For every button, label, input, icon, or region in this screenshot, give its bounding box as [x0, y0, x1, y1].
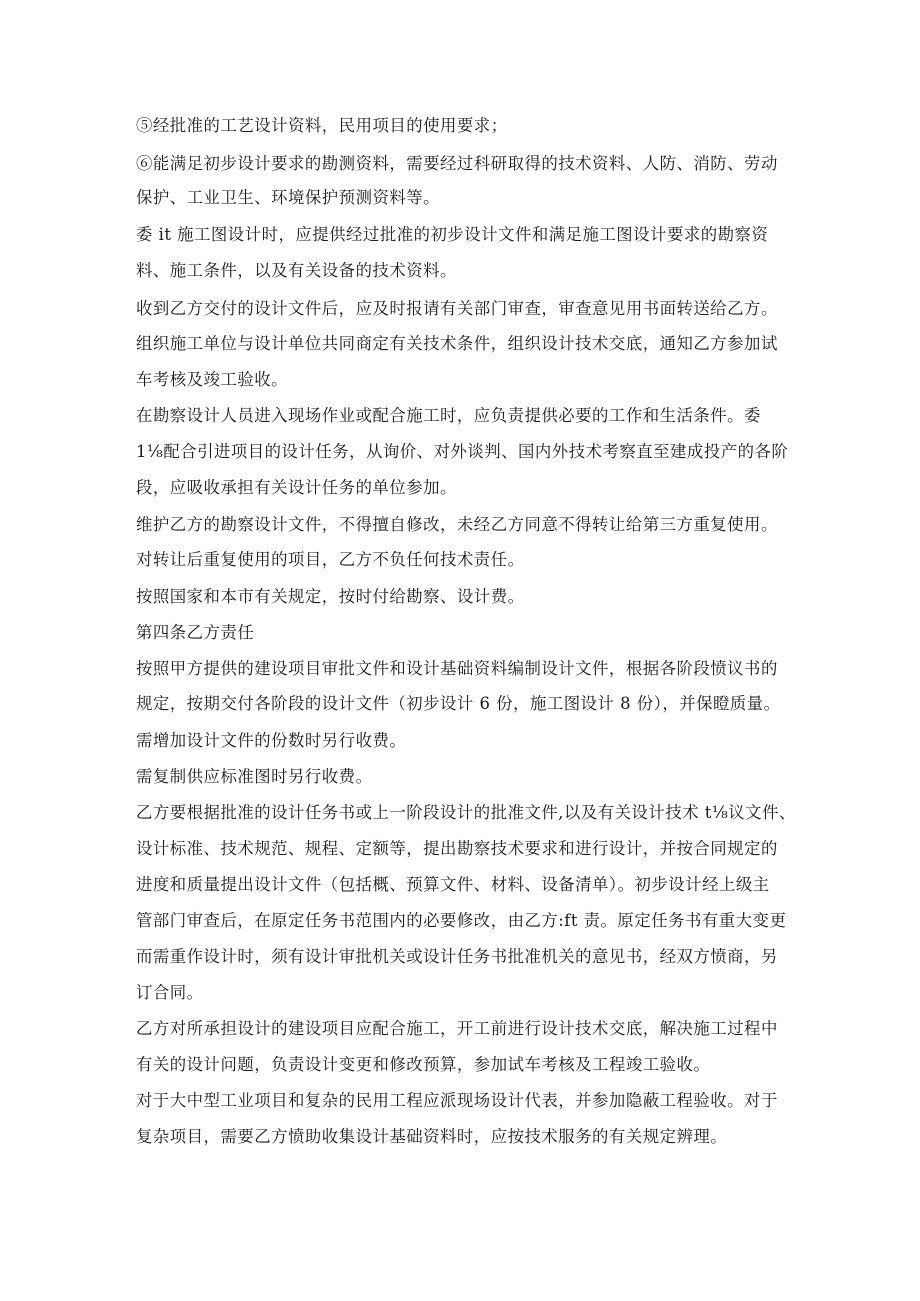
text-line: 维护乙方的勘察设计文件，不得擅自修改，未经乙方同意不得转让给第三方重复使用。 [136, 515, 778, 534]
text-line: 管部门审查后，在原定任务书范围内的必要修改，由乙方:ft 责。原定任务书有重大变更 [136, 911, 787, 930]
text-line: 委 it 施工图设计时，应提供经过批准的初步设计文件和满足施工图设计要求的勘察资 [136, 225, 769, 244]
section-heading: 第四条乙方责任 [136, 623, 255, 642]
text-line: 料、施工条件，以及有关设备的技术资料。 [136, 261, 457, 280]
text-line: 乙方对所承担设计的建设项目应配合施工，开工前进行设计技术交底，解决施工过程中 [136, 1019, 778, 1038]
text-line: 车考核及竣工验收。 [136, 370, 289, 389]
text-line: 而需重作设计时，须有设计审批机关或设计任务书批准机关的意见书，经双方愤商，另 [136, 947, 778, 966]
text-line: 保护、工业卫生、环境保护预测资料等。 [136, 188, 441, 207]
text-line: ⑥能满足初步设计要求的勘测资料，需要经过科研取得的技术资料、人防、消防、劳动 [136, 154, 778, 173]
text-line: 按照国家和本市有关规定，按时付给勘察、设计费。 [136, 587, 525, 606]
text-line: 乙方要根据批准的设计任务书或上一阶段设计的批准文件,以及有关设计技术 t⅛议文件、 [136, 803, 796, 822]
text-line: 按照甲方提供的建设项目审批文件和设计基础资料编制设计文件，根据各阶段愤议书的 [136, 659, 778, 678]
text-line: 需增加设计文件的份数时另行收费。 [136, 731, 407, 750]
text-line: 1⅛配合引进项目的设计任务，从询价、对外谈判、国内外技术考察直至建成投产的各阶 [136, 442, 789, 461]
text-line: 段，应吸收承担有关设计任务的单位参加。 [136, 478, 457, 497]
text-line: 收到乙方交付的设计文件后，应及时报请有关部门审查，审查意见用书面转送给乙方。 [136, 299, 778, 318]
text-line: 在勘察设计人员进入现场作业或配合施工时，应负责提供必要的工作和生活条件。委 [136, 406, 761, 425]
text-line: 设计标准、技术规范、规程、定额等，提出勘察技术要求和进行设计，并按合同规定的 [136, 839, 778, 858]
text-line: 有关的设计问题，负责设计变更和修改预算，参加试车考核及工程竣工验收。 [136, 1055, 711, 1074]
text-line: 对于大中型工业项目和复杂的民用工程应派现场设计代表，并参加隐蔽工程验收。对于 [136, 1091, 778, 1110]
text-line: 复杂项目，需要乙方愤助收集设计基础资料时，应按技术服务的有关规定辨理。 [136, 1127, 728, 1146]
text-line: 订合同。 [136, 983, 204, 1002]
text-line: 需复制供应标准图时另行收费。 [136, 767, 373, 786]
text-line: 对转让后重复使用的项目，乙方不负任何技术责任。 [136, 550, 525, 569]
text-line: 规定，按期交付各阶段的设计文件（初步设计 6 份，施工图设计 8 份），并保瞪质量。 [136, 694, 781, 713]
text-line: 进度和质量提出设计文件（包括概、预算文件、材料、设备清单）。初步设计经上级主 [136, 875, 770, 894]
text-line: ⑤经批准的工艺设计资料，民用项目的使用要求； [136, 116, 508, 135]
text-line: 组织施工单位与设计单位共同商定有关技术条件，组织设计技术交底，通知乙方参加试 [136, 334, 778, 353]
